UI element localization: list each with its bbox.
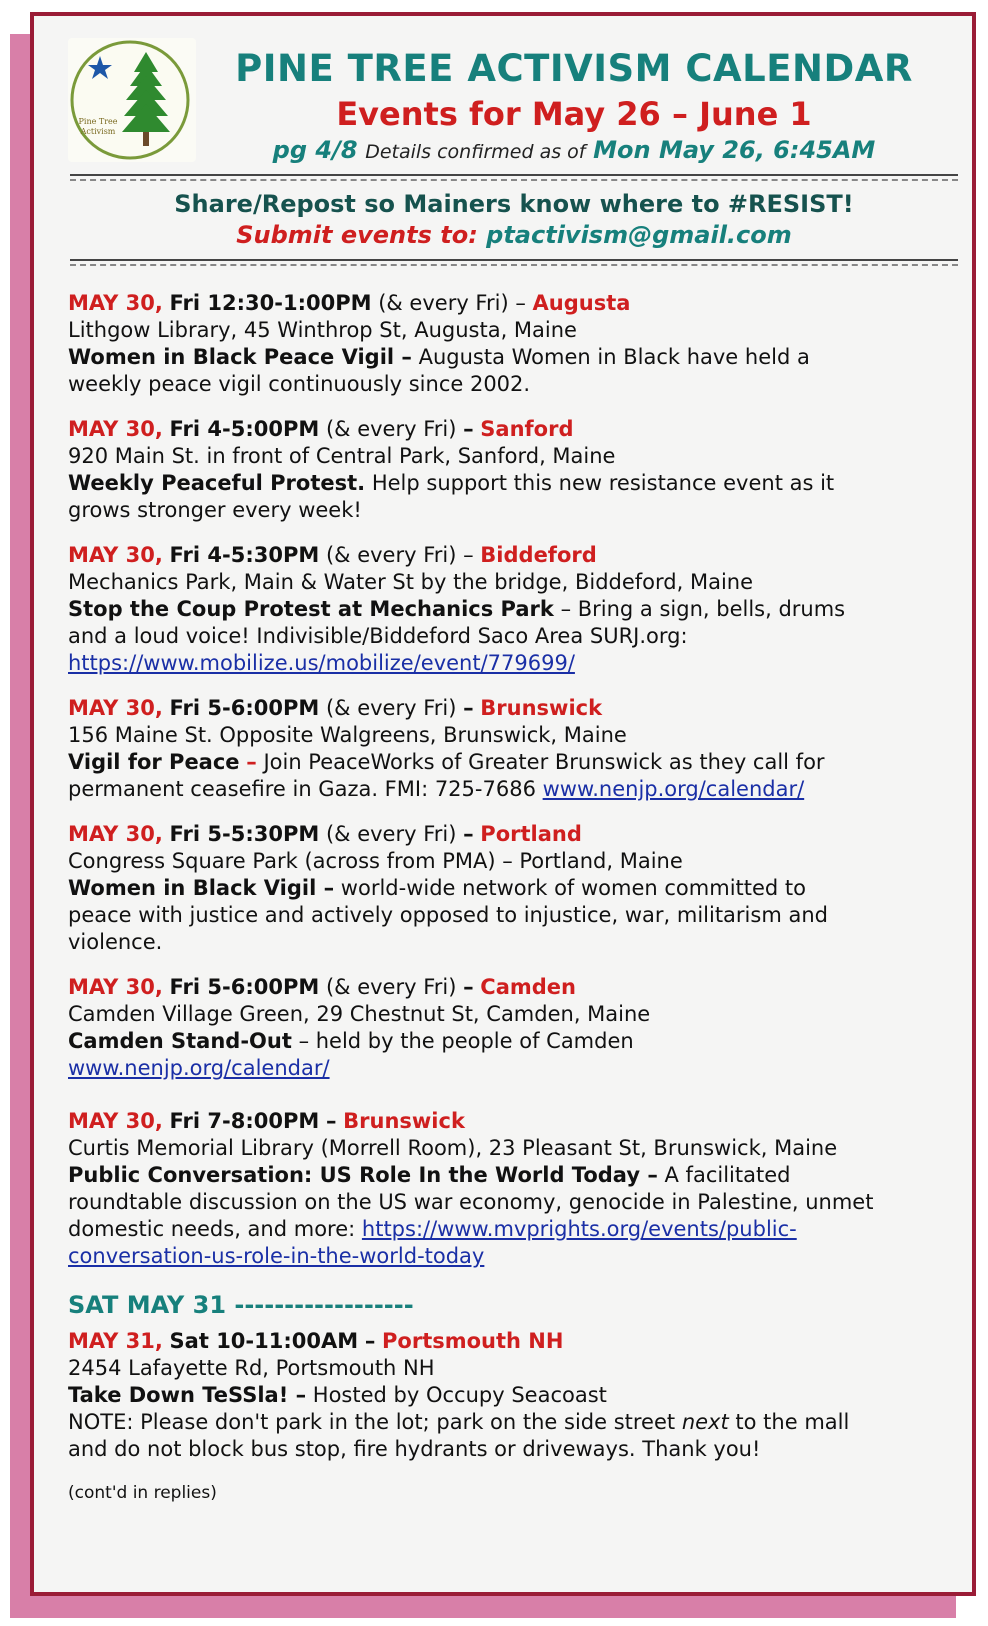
event-description xyxy=(68,344,938,371)
logo-text-line2: Activism xyxy=(80,127,116,136)
event-brunswick-conversation xyxy=(68,1108,938,1270)
event-desc-text: – held by the people of Camden xyxy=(298,1029,634,1053)
event-description xyxy=(68,1162,938,1189)
event-recurrence: (& every Fri) xyxy=(378,291,509,315)
event-desc-text: weekly peace vigil continuously since 2002. xyxy=(68,372,531,396)
event-desc-text: and a loud voice! Indivisible/Biddeford Saco Area SURJ.org: xyxy=(68,624,688,648)
event-link[interactable]: www.nenjp.org/calendar/ xyxy=(68,1056,330,1080)
event-city: Portsmouth NH xyxy=(382,1329,564,1353)
event-date: MAY 30, xyxy=(68,417,163,441)
event-link[interactable]: https://www.mobilize.us/mobilize/event/779699/ xyxy=(68,651,575,675)
submit-events-line xyxy=(70,220,958,250)
event-desc-text: world-wide network of women committed to xyxy=(340,876,807,900)
event-title: Stop the Coup Protest at Mechanics Park xyxy=(68,597,554,621)
event-title-dash: – xyxy=(246,750,257,774)
share-repost-text: Share/Repost so Mainers know where to #RESIST! xyxy=(174,190,854,218)
event-desc-text: domestic needs, and more: xyxy=(68,1217,356,1241)
event-title: Camden Stand-Out xyxy=(68,1029,292,1053)
logo-text-line1: Pine Tree xyxy=(78,117,118,126)
event-date: MAY 30, xyxy=(68,822,163,846)
confirmation-line xyxy=(204,134,944,168)
divider-top xyxy=(70,174,958,176)
event-time: Fri 7-8:00PM xyxy=(169,1109,320,1133)
event-time: Fri 5-6:00PM xyxy=(169,975,320,999)
event-dash: – xyxy=(463,822,474,846)
event-city: Brunswick xyxy=(480,696,603,720)
event-date: MAY 30, xyxy=(68,291,163,315)
event-city: Camden xyxy=(480,975,576,999)
continued-note: (cont'd in replies) xyxy=(68,1483,217,1503)
event-header xyxy=(68,290,938,317)
event-desc-text: permanent ceasefire in Gaza. FMI: 725-7686 xyxy=(68,777,536,801)
event-portland xyxy=(68,821,938,956)
event-dash: – xyxy=(325,1109,337,1133)
event-city: Biddeford xyxy=(480,543,597,567)
day-heading-saturday: SAT MAY 31 ------------------ xyxy=(68,1291,414,1319)
pine-tree-icon xyxy=(68,38,196,162)
event-header xyxy=(68,695,938,722)
event-recurrence: (& every Fri) xyxy=(325,822,457,846)
event-link-continued[interactable]: conversation-us-role-in-the-world-today xyxy=(68,1244,485,1268)
event-description xyxy=(68,1216,938,1243)
divider-bottom xyxy=(70,259,958,261)
event-link[interactable]: www.nenjp.org/calendar/ xyxy=(542,777,805,801)
pine-tree-logo xyxy=(68,38,196,162)
event-date: MAY 30, xyxy=(68,1109,163,1133)
event-time: Sat 10-11:00AM xyxy=(169,1329,359,1353)
event-description xyxy=(68,776,938,803)
event-city: Augusta xyxy=(532,291,631,315)
event-desc-text: Help support this new resistance event as it xyxy=(371,471,835,495)
confirmed-time: Mon May 26, 6:45AM xyxy=(593,136,876,164)
event-recurrence: (& every Fri) xyxy=(325,696,457,720)
share-block xyxy=(70,188,958,250)
event-desc-text: peace with justice and actively opposed to injustice, war, militarism and xyxy=(68,903,828,927)
note-emphasis: next xyxy=(681,1410,729,1434)
note-text: NOTE: Please don't park in the lot; park on the side street xyxy=(68,1410,676,1434)
event-header xyxy=(68,1328,938,1355)
event-description xyxy=(68,1382,938,1409)
event-biddeford xyxy=(68,542,938,677)
event-time: Fri 5-5:30PM xyxy=(169,822,320,846)
event-title: Take Down TeSSla! – xyxy=(68,1383,307,1407)
event-address: 156 Maine St. Opposite Walgreens, Brunswick, Maine xyxy=(68,723,627,747)
event-desc-text: Join PeaceWorks of Greater Brunswick as they call for xyxy=(263,750,825,774)
calendar-card xyxy=(30,12,976,1596)
event-title: Public Conversation: US Role In the World Today – xyxy=(68,1163,658,1187)
event-title: Vigil for Peace xyxy=(68,750,240,774)
event-desc-text: grows stronger every week! xyxy=(68,498,362,522)
event-desc-text: violence. xyxy=(68,930,163,954)
event-address: Mechanics Park, Main & Water St by the bridge, Biddeford, Maine xyxy=(68,570,754,594)
event-address: Congress Square Park (across from PMA) – Portland, Maine xyxy=(68,849,683,873)
note-text: and do not block bus stop, fire hydrants or driveways. Thank you! xyxy=(68,1437,761,1461)
event-recurrence: (& every Fri) xyxy=(325,975,457,999)
event-description xyxy=(68,875,938,902)
submit-label: Submit events to: xyxy=(236,221,478,249)
event-header xyxy=(68,1108,938,1135)
event-camden xyxy=(68,974,938,1082)
event-description xyxy=(68,470,938,497)
event-portsmouth xyxy=(68,1328,938,1463)
page-title: PINE TREE ACTIVISM CALENDAR xyxy=(235,47,913,90)
event-dash: – xyxy=(515,291,526,315)
event-desc-text: Augusta Women in Black have held a xyxy=(418,345,810,369)
event-augusta xyxy=(68,290,938,398)
event-header xyxy=(68,416,938,443)
event-recurrence: (& every Fri) xyxy=(325,417,457,441)
event-date: MAY 30, xyxy=(68,696,163,720)
event-header xyxy=(68,542,938,569)
event-link[interactable]: https://www.mvprights.org/events/public- xyxy=(361,1217,797,1241)
event-title: Women in Black Vigil – xyxy=(68,876,335,900)
event-header xyxy=(68,821,938,848)
event-address: 920 Main St. in front of Central Park, Sanford, Maine xyxy=(68,444,616,468)
event-note xyxy=(68,1409,938,1436)
event-address: Curtis Memorial Library (Morrell Room), 23 Pleasant St, Brunswick, Maine xyxy=(68,1136,838,1160)
event-time: Fri 5-6:00PM xyxy=(169,696,320,720)
event-city: Portland xyxy=(480,822,582,846)
event-city: Sanford xyxy=(480,417,574,441)
event-dash: – xyxy=(463,696,474,720)
event-desc-text: roundtable discussion on the US war economy, genocide in Palestine, unmet xyxy=(68,1190,874,1214)
event-date: MAY 30, xyxy=(68,975,163,999)
event-dash: – xyxy=(463,975,474,999)
page-number: pg 4/8 xyxy=(272,136,358,164)
event-dash: – xyxy=(463,417,474,441)
submit-email[interactable]: ptactivism@gmail.com xyxy=(486,221,792,249)
event-dash: – xyxy=(463,543,474,567)
event-desc-text: – Bring a sign, bells, drums xyxy=(560,597,846,621)
event-city: Brunswick xyxy=(343,1109,465,1133)
calendar-header xyxy=(204,46,944,168)
event-recurrence: (& every Fri) xyxy=(325,543,457,567)
event-desc-text: A facilitated xyxy=(664,1163,791,1187)
event-address: 2454 Lafayette Rd, Portsmouth NH xyxy=(68,1356,435,1380)
event-date: MAY 31, xyxy=(68,1329,163,1353)
event-description xyxy=(68,749,938,776)
note-text: to the mall xyxy=(735,1410,850,1434)
event-title: Women in Black Peace Vigil – xyxy=(68,345,412,369)
event-address: Lithgow Library, 45 Winthrop St, Augusta, Maine xyxy=(68,318,577,342)
event-time: Fri 4-5:00PM xyxy=(169,417,320,441)
confirmed-label: Details confirmed as of xyxy=(365,141,586,163)
event-time: Fri 4-5:30PM xyxy=(169,543,320,567)
event-brunswick-vigil xyxy=(68,695,938,803)
event-dash: – xyxy=(364,1329,376,1353)
event-header xyxy=(68,974,938,1001)
event-desc-text: Hosted by Occupy Seacoast xyxy=(312,1383,607,1407)
date-range-subtitle: Events for May 26 – June 1 xyxy=(336,95,812,133)
event-title: Weekly Peaceful Protest. xyxy=(68,471,366,495)
event-sanford xyxy=(68,416,938,524)
event-description xyxy=(68,1028,938,1055)
event-description xyxy=(68,596,938,623)
event-date: MAY 30, xyxy=(68,543,163,567)
event-address: Camden Village Green, 29 Chestnut St, Camden, Maine xyxy=(68,1002,651,1026)
event-time: Fri 12:30-1:00PM xyxy=(169,291,372,315)
events-list xyxy=(68,290,938,1505)
